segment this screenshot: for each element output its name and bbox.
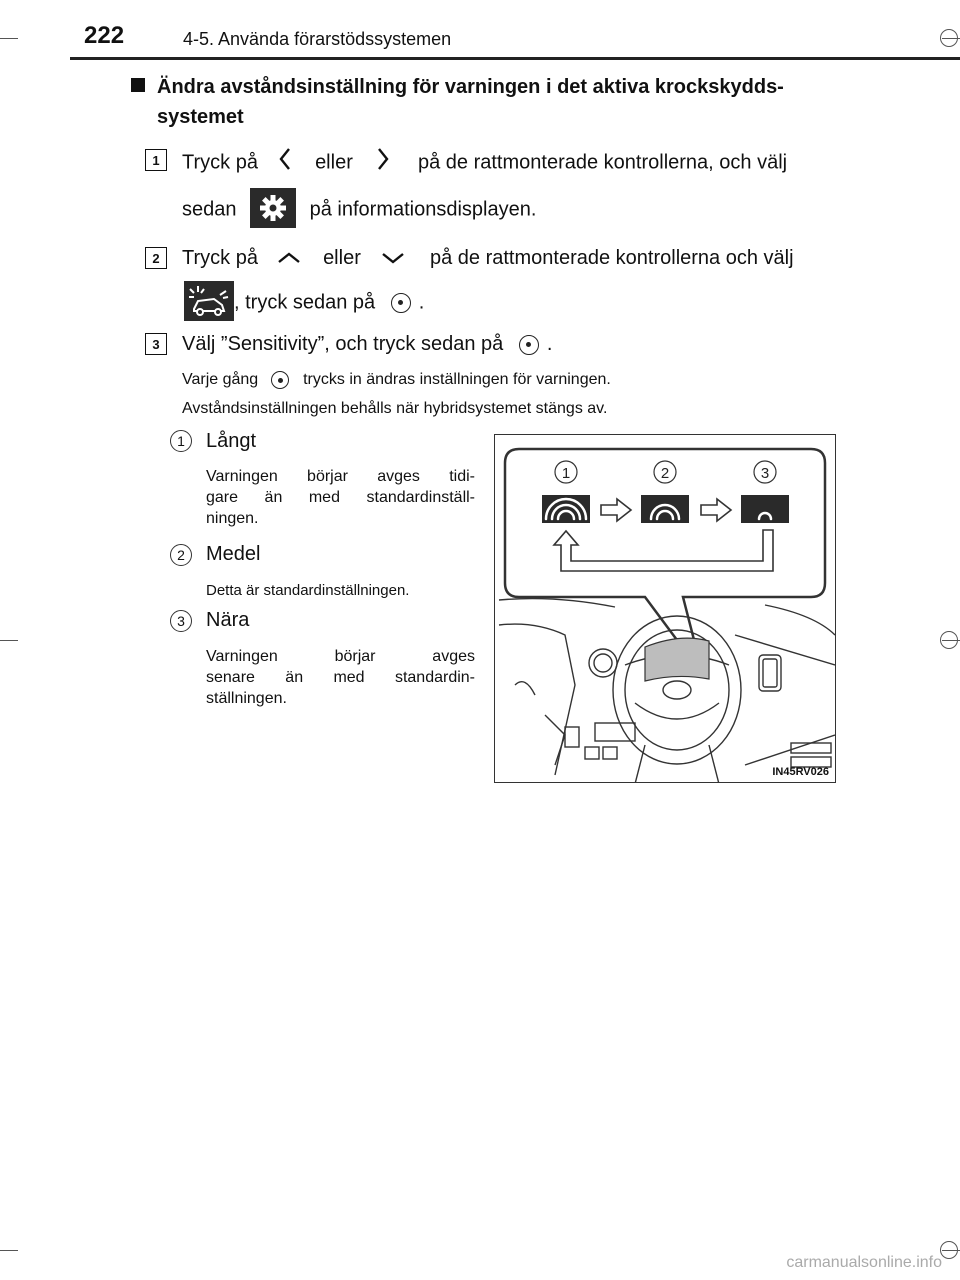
section-heading: Ändra avståndsinställning för varningen i det aktiva krockskydds- systemet (131, 72, 841, 132)
option-number-2: 2 (170, 544, 192, 566)
option-desc-1: Varningen börjar avges tidi- gare än med standardinställ- ningen. (206, 468, 475, 527)
page-number: 222 (84, 22, 125, 49)
option-number-3: 3 (170, 610, 192, 632)
figure-code: IN45RV026 (772, 766, 829, 778)
chevron-right-icon (376, 146, 390, 180)
option-desc-2: Detta är standardinställningen. (206, 582, 410, 599)
ok-button-icon (519, 335, 539, 355)
pre-collision-icon (184, 281, 234, 321)
chevron-up-icon (276, 245, 302, 273)
step-3-line-1: Välj ”Sensitivity”, och tryck sedan på . (182, 333, 553, 355)
note-2: Avståndsinställningen behålls när hybridsystemet stängs av. (182, 400, 608, 417)
header-rule (70, 57, 960, 60)
step-2-line-2: , tryck sedan på . (184, 283, 424, 323)
figure-label-1: 1 (561, 465, 571, 482)
option-name-3: Nära (206, 609, 250, 631)
figure-label-2: 2 (660, 465, 670, 482)
section-title: 4-5. Använda förarstödssystemen (183, 29, 452, 49)
chevron-left-icon (278, 146, 292, 180)
step-badge-3: 3 (145, 333, 167, 355)
option-number-1: 1 (170, 430, 192, 452)
crop-mark (940, 29, 958, 47)
step-1-line-1: Tryck på eller på de rattmonterade kontrollerna, och välj (182, 146, 832, 180)
figure-label-3: 3 (760, 465, 770, 482)
note-1: Varje gång trycks in ändras inställningen för varningen. (182, 371, 611, 388)
step-badge-2: 2 (145, 247, 167, 269)
option-name-1: Långt (206, 430, 257, 452)
crop-mark (0, 1250, 18, 1251)
crop-mark (0, 640, 18, 641)
watermark: carmanualsonline.info (786, 1254, 942, 1271)
crop-mark (940, 631, 958, 649)
chevron-down-icon (380, 245, 406, 273)
ok-button-icon (391, 293, 411, 313)
crop-mark (940, 1241, 958, 1259)
ok-button-icon (271, 371, 289, 389)
step-2-line-1: Tryck på eller på de rattmonterade kontrollerna och välj (182, 244, 794, 273)
gear-icon (250, 188, 296, 228)
dashboard-illustration (494, 434, 836, 783)
dashboard-drawing (495, 435, 836, 783)
bullet-square-icon (131, 78, 145, 92)
option-name-2: Medel (206, 543, 261, 565)
crop-mark (0, 38, 18, 39)
step-1-line-2: sedan på informationsdisplayen. (182, 190, 536, 230)
option-desc-3: Varningen börjar avges senare än med standardin- ställningen. (206, 648, 475, 707)
step-badge-1: 1 (145, 149, 167, 171)
